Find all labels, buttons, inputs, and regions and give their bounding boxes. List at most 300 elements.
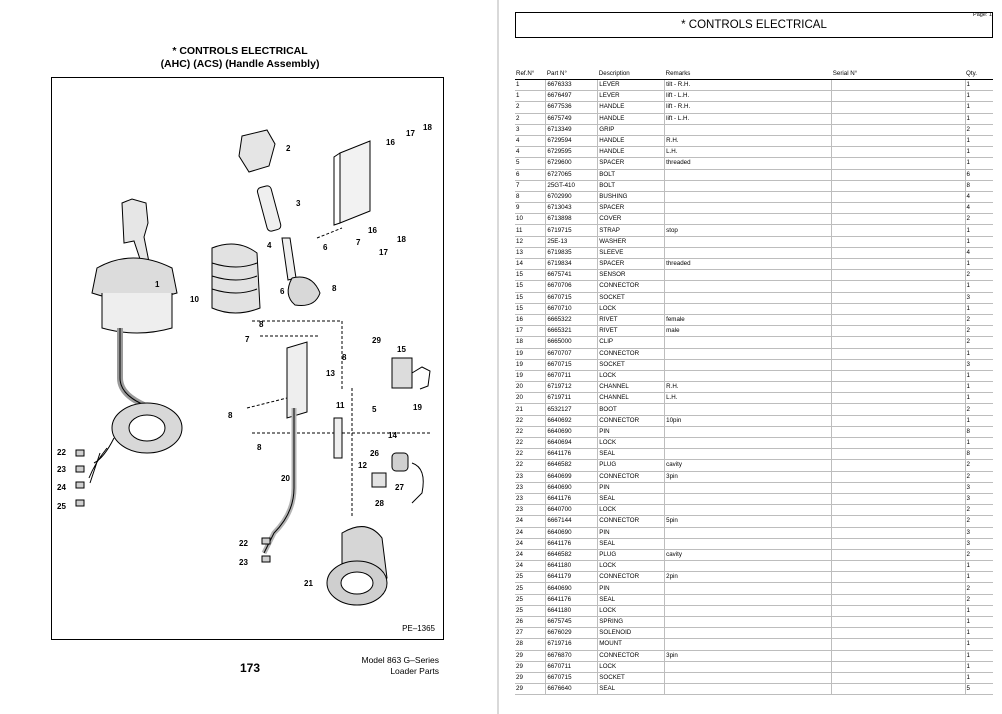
ref-cell: 7 [515, 180, 546, 191]
ref-cell: 20 [515, 382, 546, 393]
table-row [515, 169, 993, 180]
qty-cell: 1 [965, 628, 993, 639]
part-number-cell: 6719716 [546, 639, 598, 650]
ref-cell: 26 [515, 617, 546, 628]
ref-cell: 25 [515, 594, 546, 605]
qty-cell: 8 [965, 449, 993, 460]
remarks-cell [665, 505, 832, 516]
qty-cell: 1 [965, 572, 993, 583]
part-number-cell: 6719834 [546, 259, 598, 270]
callout-27: 27 [395, 483, 404, 492]
ref-cell: 24 [515, 538, 546, 549]
remarks-cell [665, 672, 832, 683]
qty-cell: 1 [965, 236, 993, 247]
qty-cell: 2 [965, 516, 993, 527]
qty-cell: 1 [965, 639, 993, 650]
qty-cell: 2 [965, 583, 993, 594]
table-row [515, 438, 993, 449]
qty-cell: 1 [965, 147, 993, 158]
qty-cell: 3 [965, 493, 993, 504]
description-cell: LOCK [598, 605, 665, 616]
qty-cell: 1 [965, 281, 993, 292]
table-row [515, 214, 993, 225]
ref-cell: 19 [515, 359, 546, 370]
table-row [515, 382, 993, 393]
table-row [515, 617, 993, 628]
qty-cell: 3 [965, 359, 993, 370]
ref-cell: 23 [515, 482, 546, 493]
table-row [515, 404, 993, 415]
callout-4: 4 [267, 241, 272, 250]
ref-cell: 22 [515, 449, 546, 460]
part-number-cell: 6670707 [546, 348, 598, 359]
description-cell: HANDLE [598, 147, 665, 158]
remarks-cell [665, 438, 832, 449]
description-cell: PIN [598, 482, 665, 493]
serial-cell [832, 438, 965, 449]
description-cell: SEAL [598, 538, 665, 549]
remarks-cell [665, 303, 832, 314]
serial-cell [832, 382, 965, 393]
ref-cell: 23 [515, 471, 546, 482]
remarks-cell: stop [665, 225, 832, 236]
remarks-cell: R.H. [665, 382, 832, 393]
qty-cell: 1 [965, 135, 993, 146]
serial-cell [832, 281, 965, 292]
ref-cell: 24 [515, 527, 546, 538]
remarks-cell [665, 493, 832, 504]
table-row [515, 314, 993, 325]
part-number-cell: 6729600 [546, 158, 598, 169]
ref-cell: 24 [515, 516, 546, 527]
qty-cell: 1 [965, 415, 993, 426]
callout-10: 10 [190, 295, 199, 304]
description-cell: SENSOR [598, 270, 665, 281]
serial-cell [832, 415, 965, 426]
description-cell: CONNECTOR [598, 650, 665, 661]
page-label: Page: 1 [973, 12, 992, 18]
remarks-cell [665, 628, 832, 639]
remarks-cell [665, 583, 832, 594]
qty-cell: 2 [965, 326, 993, 337]
part-number-cell: 6675745 [546, 617, 598, 628]
table-row [515, 337, 993, 348]
serial-cell [832, 102, 965, 113]
title-box [515, 12, 993, 38]
remarks-cell [665, 449, 832, 460]
serial-cell [832, 348, 965, 359]
callout-17b: 17 [379, 248, 388, 257]
remarks-cell [665, 359, 832, 370]
serial-cell [832, 158, 965, 169]
qty-cell: 1 [965, 605, 993, 616]
description-cell: MOUNT [598, 639, 665, 650]
part-number-cell: 6675749 [546, 113, 598, 124]
ref-cell: 15 [515, 281, 546, 292]
part-number-cell: 6719711 [546, 393, 598, 404]
description-cell: PIN [598, 426, 665, 437]
table-row [515, 259, 993, 270]
serial-cell [832, 214, 965, 225]
qty-cell: 2 [965, 214, 993, 225]
parts-table [515, 69, 993, 695]
ref-cell: 10 [515, 214, 546, 225]
description-cell: PLUG [598, 549, 665, 560]
description-cell: SPACER [598, 203, 665, 214]
table-row [515, 527, 993, 538]
ref-cell: 22 [515, 415, 546, 426]
callout-18b: 18 [397, 235, 406, 244]
callout-8b: 8 [259, 320, 264, 329]
table-row [515, 236, 993, 247]
description-cell: STRAP [598, 225, 665, 236]
remarks-cell [665, 561, 832, 572]
table-row [515, 191, 993, 202]
remarks-cell [665, 684, 832, 695]
ref-cell: 15 [515, 292, 546, 303]
part-number-cell: 6646582 [546, 460, 598, 471]
remarks-cell [665, 370, 832, 381]
remarks-cell [665, 203, 832, 214]
diagram-subtitle: (AHC) (ACS) (Handle Assembly) [160, 58, 320, 70]
ref-cell: 4 [515, 135, 546, 146]
qty-cell: 2 [965, 471, 993, 482]
ref-cell: 29 [515, 650, 546, 661]
description-cell: BOLT [598, 169, 665, 180]
remarks-cell [665, 236, 832, 247]
callout-15: 15 [397, 345, 406, 354]
callout-8d: 8 [228, 411, 233, 420]
serial-cell [832, 203, 965, 214]
remarks-cell [665, 426, 832, 437]
footer-model: Model 863 G–Series [361, 655, 439, 665]
header-remarks: Remarks [665, 69, 832, 80]
part-number-cell: 6676497 [546, 91, 598, 102]
serial-cell [832, 661, 965, 672]
callout-26: 26 [370, 449, 379, 458]
remarks-cell [665, 538, 832, 549]
remarks-cell: L.H. [665, 147, 832, 158]
callout-labels [57, 123, 432, 588]
serial-cell [832, 80, 965, 91]
handle-assembly-drawing [52, 78, 445, 641]
qty-cell: 2 [965, 124, 993, 135]
ref-cell: 8 [515, 191, 546, 202]
serial-cell [832, 572, 965, 583]
qty-cell: 2 [965, 549, 993, 560]
part-number-cell: 25E-13 [546, 236, 598, 247]
remarks-cell: tilt - R.H. [665, 80, 832, 91]
description-cell: SEAL [598, 449, 665, 460]
header-part-number: Part N° [546, 69, 598, 80]
ref-cell: 27 [515, 628, 546, 639]
table-row [515, 415, 993, 426]
part-number-cell: 6640692 [546, 415, 598, 426]
part-number-cell: 6640690 [546, 426, 598, 437]
description-cell: LOCK [598, 505, 665, 516]
table-row [515, 292, 993, 303]
description-cell: SOLENOID [598, 628, 665, 639]
description-cell: LOCK [598, 303, 665, 314]
table-row [515, 561, 993, 572]
remarks-cell [665, 292, 832, 303]
table-row [515, 180, 993, 191]
part-number-cell: 6676029 [546, 628, 598, 639]
part-number-cell: 6640690 [546, 583, 598, 594]
part-number-cell: 6670706 [546, 281, 598, 292]
part-number-cell: 6719712 [546, 382, 598, 393]
callout-16b: 16 [368, 226, 377, 235]
callout-28: 28 [375, 499, 384, 508]
serial-cell [832, 270, 965, 281]
part-number-cell: 6670715 [546, 672, 598, 683]
serial-cell [832, 113, 965, 124]
serial-cell [832, 672, 965, 683]
qty-cell: 2 [965, 505, 993, 516]
ref-cell: 2 [515, 113, 546, 124]
description-cell: PIN [598, 527, 665, 538]
callout-13: 13 [326, 369, 335, 378]
description-cell: HANDLE [598, 102, 665, 113]
ref-cell: 20 [515, 393, 546, 404]
header-serial: Serial N° [832, 69, 965, 80]
part-number-cell: 6670711 [546, 661, 598, 672]
qty-cell: 1 [965, 303, 993, 314]
serial-cell [832, 449, 965, 460]
serial-cell [832, 684, 965, 695]
serial-cell [832, 337, 965, 348]
ref-cell: 13 [515, 247, 546, 258]
ref-cell: 11 [515, 225, 546, 236]
serial-cell [832, 516, 965, 527]
qty-cell: 1 [965, 158, 993, 169]
remarks-cell [665, 169, 832, 180]
table-row [515, 225, 993, 236]
description-cell: PLUG [598, 460, 665, 471]
remarks-cell: 2pin [665, 572, 832, 583]
table-row [515, 639, 993, 650]
table-row [515, 650, 993, 661]
description-cell: CONNECTOR [598, 471, 665, 482]
ref-cell: 6 [515, 169, 546, 180]
figure-code: PE–1365 [402, 624, 435, 633]
table-row [515, 605, 993, 616]
table-row [515, 516, 993, 527]
footer-subtitle: Loader Parts [390, 666, 439, 676]
callout-24: 24 [57, 483, 66, 492]
serial-cell [832, 538, 965, 549]
callout-2: 2 [286, 144, 291, 153]
serial-cell [832, 236, 965, 247]
table-row [515, 482, 993, 493]
table-row [515, 359, 993, 370]
header-ref: Ref.N° [515, 69, 546, 80]
description-cell: CONNECTOR [598, 348, 665, 359]
part-number-cell: 6675741 [546, 270, 598, 281]
part-number-cell: 6713349 [546, 124, 598, 135]
remarks-cell: threaded [665, 158, 832, 169]
description-cell: RIVET [598, 326, 665, 337]
description-cell: SOCKET [598, 359, 665, 370]
part-number-cell: 6641180 [546, 561, 598, 572]
ref-cell: 4 [515, 147, 546, 158]
part-number-cell: 6641176 [546, 538, 598, 549]
serial-cell [832, 247, 965, 258]
remarks-cell: lift - L.H. [665, 91, 832, 102]
qty-cell: 4 [965, 191, 993, 202]
description-cell: SPRING [598, 617, 665, 628]
part-number-cell: 6646582 [546, 549, 598, 560]
callout-6: 6 [323, 243, 328, 252]
description-cell: LOCK [598, 438, 665, 449]
part-number-cell: 6670711 [546, 370, 598, 381]
table-row [515, 449, 993, 460]
remarks-cell [665, 617, 832, 628]
part-number-cell: 6641176 [546, 449, 598, 460]
qty-cell: 8 [965, 180, 993, 191]
description-cell: BOLT [598, 180, 665, 191]
part-number-cell: 6670715 [546, 359, 598, 370]
part-number-cell: 6641180 [546, 605, 598, 616]
table-row [515, 471, 993, 482]
part-number-cell: 6676870 [546, 650, 598, 661]
callout-23: 23 [57, 465, 66, 474]
ref-cell: 25 [515, 572, 546, 583]
description-cell: HANDLE [598, 135, 665, 146]
description-cell: SEAL [598, 684, 665, 695]
serial-cell [832, 426, 965, 437]
description-cell: CONNECTOR [598, 572, 665, 583]
part-number-cell: 6719835 [546, 247, 598, 258]
serial-cell [832, 605, 965, 616]
qty-cell: 1 [965, 102, 993, 113]
ref-cell: 1 [515, 91, 546, 102]
callout-19: 19 [413, 403, 422, 412]
remarks-cell: L.H. [665, 393, 832, 404]
part-number-cell: 6729594 [546, 135, 598, 146]
remarks-cell [665, 337, 832, 348]
ref-cell: 15 [515, 303, 546, 314]
serial-cell [832, 482, 965, 493]
description-cell: BOOT [598, 404, 665, 415]
serial-cell [832, 191, 965, 202]
qty-cell: 1 [965, 438, 993, 449]
serial-cell [832, 404, 965, 415]
qty-cell: 2 [965, 270, 993, 281]
qty-cell: 3 [965, 482, 993, 493]
qty-cell: 2 [965, 460, 993, 471]
ref-cell: 21 [515, 404, 546, 415]
serial-cell [832, 292, 965, 303]
remarks-cell: male [665, 326, 832, 337]
page-number: 173 [240, 661, 261, 675]
qty-cell: 4 [965, 203, 993, 214]
description-cell: SPACER [598, 259, 665, 270]
parts-list-page [499, 0, 1002, 714]
remarks-cell [665, 281, 832, 292]
callout-16: 16 [386, 138, 395, 147]
qty-cell: 1 [965, 225, 993, 236]
ref-cell: 22 [515, 426, 546, 437]
remarks-cell [665, 270, 832, 281]
callout-1: 1 [155, 280, 160, 289]
ref-cell: 22 [515, 438, 546, 449]
qty-cell: 3 [965, 538, 993, 549]
table-row [515, 80, 993, 91]
qty-cell: 2 [965, 314, 993, 325]
description-cell: GRIP [598, 124, 665, 135]
qty-cell: 6 [965, 169, 993, 180]
qty-cell: 1 [965, 561, 993, 572]
description-cell: CONNECTOR [598, 281, 665, 292]
callout-12: 12 [358, 461, 367, 470]
description-cell: LOCK [598, 661, 665, 672]
qty-cell: 8 [965, 426, 993, 437]
serial-cell [832, 359, 965, 370]
remarks-cell [665, 639, 832, 650]
description-cell: CONNECTOR [598, 516, 665, 527]
ref-cell: 18 [515, 337, 546, 348]
table-row [515, 348, 993, 359]
callout-20: 20 [281, 474, 290, 483]
table-row [515, 303, 993, 314]
table-row [515, 124, 993, 135]
table-row [515, 270, 993, 281]
description-cell: CLIP [598, 337, 665, 348]
remarks-cell [665, 247, 832, 258]
part-number-cell: 6676333 [546, 80, 598, 91]
callout-8: 8 [332, 284, 337, 293]
description-cell: CONNECTOR [598, 415, 665, 426]
description-cell: SLEEVE [598, 247, 665, 258]
part-number-cell: 6640700 [546, 505, 598, 516]
table-row [515, 326, 993, 337]
table-row [515, 113, 993, 124]
table-row [515, 661, 993, 672]
remarks-cell: lift - L.H. [665, 113, 832, 124]
serial-cell [832, 303, 965, 314]
part-number-cell: 6665322 [546, 314, 598, 325]
ref-cell: 25 [515, 605, 546, 616]
callout-18: 18 [423, 123, 432, 132]
part-number-cell: 6719715 [546, 225, 598, 236]
callout-3: 3 [296, 199, 301, 208]
remarks-cell: 3pin [665, 650, 832, 661]
qty-cell: 1 [965, 113, 993, 124]
part-number-cell: 6667144 [546, 516, 598, 527]
remarks-cell: lift - R.H. [665, 102, 832, 113]
part-number-cell: 6640690 [546, 527, 598, 538]
table-row [515, 158, 993, 169]
qty-cell: 1 [965, 80, 993, 91]
qty-cell: 1 [965, 617, 993, 628]
qty-cell: 2 [965, 404, 993, 415]
description-cell: SOCKET [598, 292, 665, 303]
table-row [515, 460, 993, 471]
remarks-cell [665, 214, 832, 225]
remarks-cell [665, 348, 832, 359]
remarks-cell [665, 605, 832, 616]
ref-cell: 28 [515, 639, 546, 650]
description-cell: LEVER [598, 80, 665, 91]
qty-cell: 1 [965, 650, 993, 661]
serial-cell [832, 561, 965, 572]
table-row [515, 594, 993, 605]
qty-cell: 3 [965, 292, 993, 303]
part-number-cell: 6640699 [546, 471, 598, 482]
serial-cell [832, 370, 965, 381]
qty-cell: 5 [965, 684, 993, 695]
